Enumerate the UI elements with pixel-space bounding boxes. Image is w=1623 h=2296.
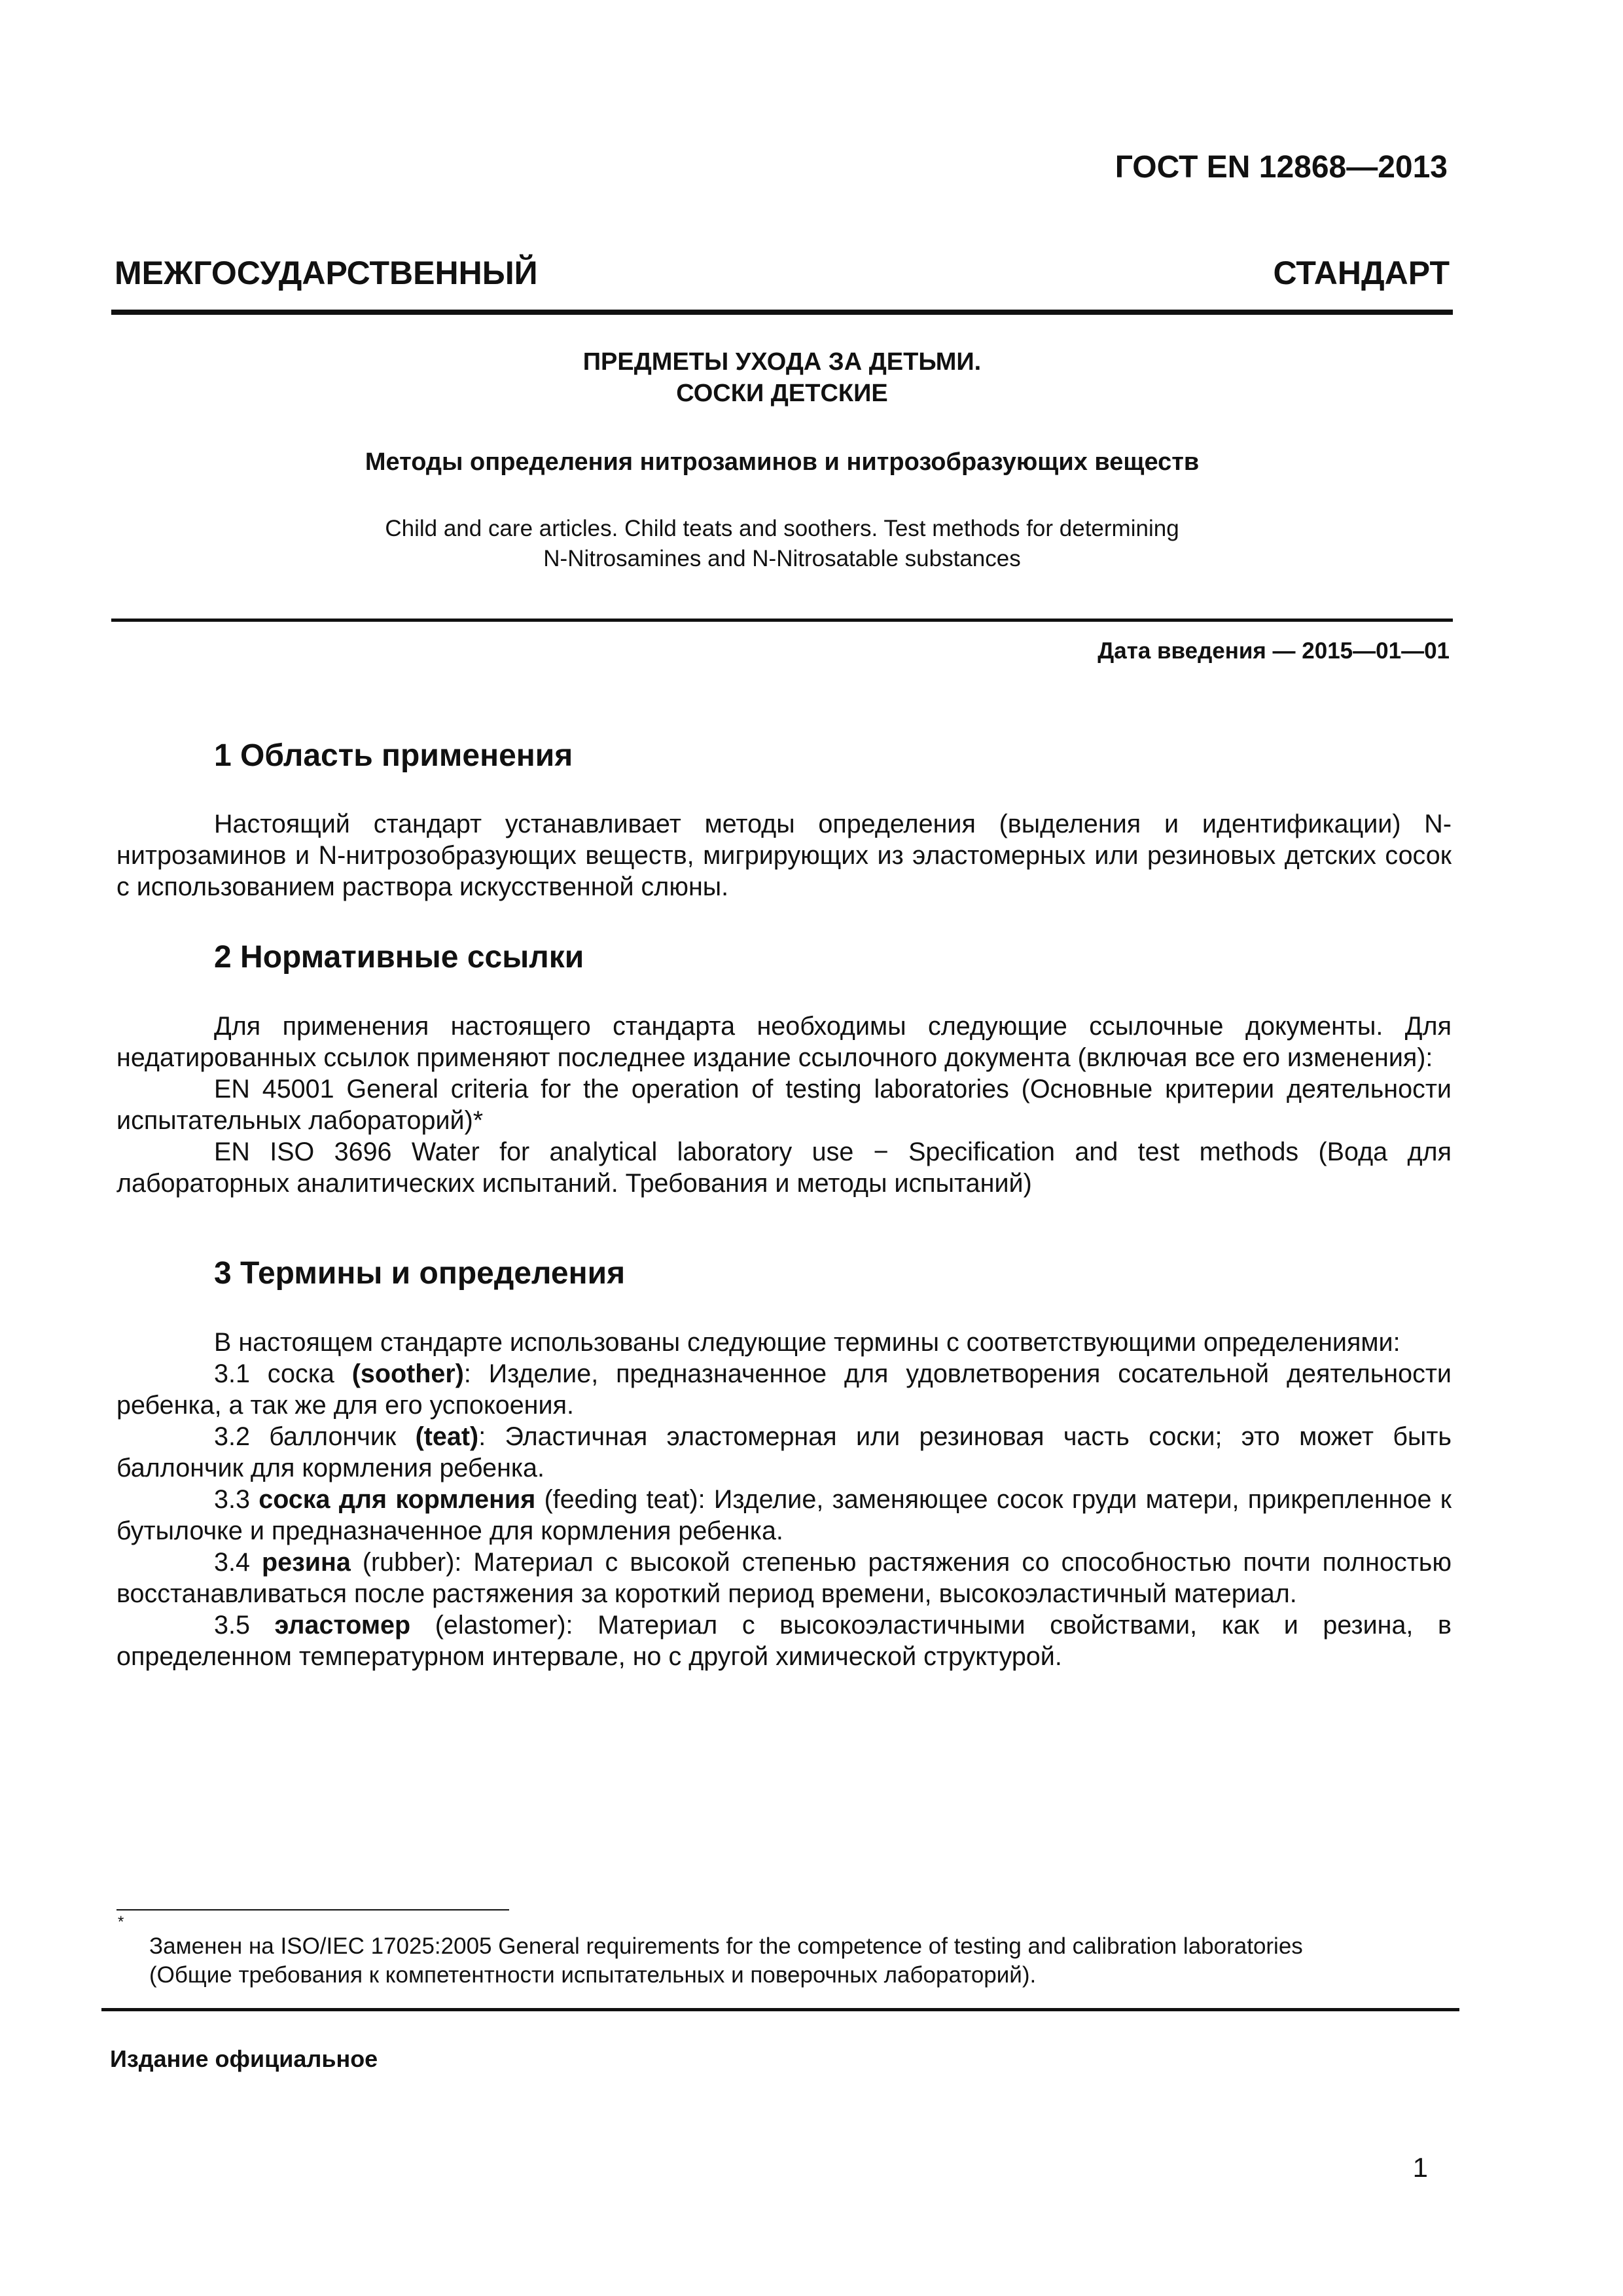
document-code: ГОСТ EN 12868—2013 bbox=[1115, 150, 1448, 185]
official-edition-label: Издание официальное bbox=[110, 2045, 378, 2072]
footnote-line-2: (Общие требования к компетентности испытательных и поверочных лабораторий). bbox=[149, 1962, 1037, 1988]
title-rule bbox=[111, 619, 1453, 622]
section-1-heading: 1 Область применения bbox=[214, 738, 573, 773]
page-number: 1 bbox=[1412, 2152, 1428, 2183]
footnote-line-1: Заменен на ISO/IEC 17025:2005 General requirements for the competence of testing and calibration laboratories bbox=[149, 1933, 1303, 1959]
section-3-paragraph-1: В настоящем стандарте использованы следующие термины с соответствующими определениями: bbox=[214, 1328, 1400, 1357]
top-rule bbox=[111, 310, 1453, 315]
introduction-date: Дата введения — 2015—01—01 bbox=[1097, 638, 1450, 664]
section-3-body bbox=[116, 1327, 1452, 1672]
section-2-body bbox=[116, 1011, 1452, 1199]
term-definition: (feeding teat): Изделие, заменяющее сосок груди матери, прикрепленное к бутылочке и предназначенное для кормления ребенка. bbox=[116, 1485, 1452, 1545]
term-number: 3.3 bbox=[214, 1485, 250, 1514]
title-line-2: СОСКИ ДЕТСКИЕ bbox=[676, 380, 888, 407]
term-definition: : Эластичная эластомерная или резиновая часть соски; это может быть баллончик для кормления ребенка. bbox=[116, 1422, 1452, 1482]
term-3-1 bbox=[116, 1358, 1452, 1421]
footnote-mark: * bbox=[118, 1913, 124, 1931]
subtitle: Методы определения нитрозаминов и нитрозобразующих веществ bbox=[365, 448, 1200, 476]
term-definition: : Изделие, предназначенное для удовлетворения сосательной деятельности ребенка, а так же для его успокоения. bbox=[116, 1359, 1452, 1420]
term-name: резина bbox=[261, 1548, 351, 1577]
footnote bbox=[149, 1932, 1438, 1990]
term-name: (soother) bbox=[351, 1359, 464, 1388]
section-1-body bbox=[116, 808, 1452, 903]
term-name: (teat) bbox=[415, 1422, 479, 1451]
title-line-1: ПРЕДМЕТЫ УХОДА ЗА ДЕТЬМИ. bbox=[582, 348, 982, 376]
section-3-heading: 3 Термины и определения bbox=[214, 1256, 626, 1291]
section-2-paragraph-1: Для применения настоящего стандарта необходимы следующие ссылочные документы. Для недатированных ссылок применяют последнее издание ссылочного документа (включая все его изменения): bbox=[116, 1012, 1452, 1072]
term-number: 3.1 соска bbox=[214, 1359, 334, 1388]
term-3-2 bbox=[116, 1421, 1452, 1484]
section-2-heading: 2 Нормативные ссылки bbox=[214, 940, 584, 975]
english-title-line-2: N-Nitrosamines and N-Nitrosatable substances bbox=[543, 546, 1021, 571]
reference-en-45001: EN 45001 General criteria for the operation of testing laboratories (Основные критерии деятельности испытательных лабораторий)* bbox=[116, 1075, 1452, 1135]
standard-type-heading: МЕЖГОСУДАРСТВЕННЫЙ СТАНДАРТ bbox=[115, 255, 1450, 291]
term-3-4 bbox=[116, 1547, 1452, 1609]
term-number: 3.2 баллончик bbox=[214, 1422, 397, 1451]
reference-en-iso-3696: EN ISO 3696 Water for analytical laboratory use − Specification and test methods (Вода для лабораторных аналитических испытаний. Требования и методы испытаний) bbox=[116, 1138, 1452, 1198]
term-name: эластомер bbox=[274, 1611, 411, 1640]
term-definition: (rubber): Материал с высокой степенью растяжения со способностью почти полностью восстанавливаться после растяжения за короткий период времени, высокоэластичный материал. bbox=[116, 1548, 1452, 1608]
english-title-line-1: Child and care articles. Child teats and soothers. Test methods for determining bbox=[385, 516, 1179, 541]
footnote-separator bbox=[116, 1909, 509, 1910]
term-definition: (elastomer): Материал с высокоэластичными свойствами, как и резина, в определенном температурном интервале, но с другой химической структурой. bbox=[116, 1611, 1452, 1671]
term-number: 3.4 bbox=[214, 1548, 250, 1577]
term-3-5 bbox=[116, 1609, 1452, 1672]
footer-rule bbox=[101, 2008, 1459, 2011]
term-name: соска для кормления bbox=[259, 1485, 536, 1514]
term-3-3 bbox=[116, 1484, 1452, 1547]
section-1-paragraph: Настоящий стандарт устанавливает методы определения (выделения и идентификации) N-нитрозаминов и N-нитрозобразующих веществ, мигрирующих из эластомерных или резиновых детских сосок с использованием раствора искусственной слюны. bbox=[116, 810, 1452, 901]
term-number: 3.5 bbox=[214, 1611, 250, 1640]
